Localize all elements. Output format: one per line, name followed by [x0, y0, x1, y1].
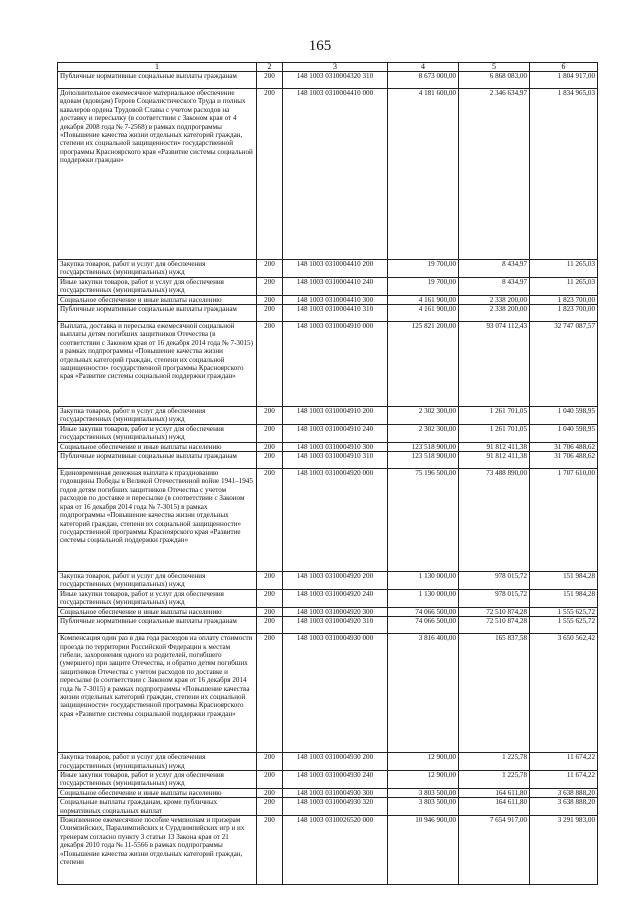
- table-cell-v4: 123 518 900,00: [388, 452, 459, 469]
- table-cell-code: 148 1003 0310004910 000: [283, 322, 388, 407]
- table-cell-v4: 3 816 400,00: [388, 634, 459, 753]
- column-header-row: [58, 63, 598, 72]
- table-cell-name: Публичные нормативные социальные выплаты гражданам: [58, 305, 257, 322]
- table-row: [58, 452, 598, 469]
- table-row: [58, 407, 598, 425]
- table-cell-c2: 200: [257, 89, 283, 260]
- column-header: 6: [530, 63, 598, 72]
- table-row: [58, 295, 598, 304]
- column-header: 1: [58, 63, 257, 72]
- table-cell-v5: 2 346 634,97: [459, 89, 530, 260]
- table-cell-v4: 4 161 900,00: [388, 305, 459, 322]
- table-cell-name: Иные закупки товаров, работ и услуг для обеспечения государственных (муниципальных) нужд: [58, 277, 257, 295]
- table-row: [58, 277, 598, 295]
- table-cell-v5: 978 015,72: [459, 572, 530, 590]
- table-cell-v4: 3 803 500,00: [388, 798, 459, 816]
- table-cell-c2: 200: [257, 815, 283, 884]
- table-cell-name: Пожизненное ежемесячное пособие чемпионам и призерам Олимпийских, Паралимпийских и Сурдлимпийских игр и их тренерам согласно пункту 3 статьи 13 Закона края от 21 декабря 2010 года № 11-5566 в рамках подпрограммы «Повышение качества жизни отдельных категорий граждан, степени: [58, 815, 257, 884]
- table-cell-name: Публичные нормативные социальные выплаты гражданам: [58, 452, 257, 469]
- table-cell-name: Социальное обеспечение и иные выплаты населению: [58, 607, 257, 616]
- table-cell-v6: 3 650 562,42: [530, 634, 598, 753]
- table-cell-v4: 74 066 500,00: [388, 607, 459, 616]
- column-header: 2: [257, 63, 283, 72]
- table-cell-v5: 1 261 701,05: [459, 424, 530, 442]
- table-cell-v6: 1 804 917,00: [530, 72, 598, 89]
- table-cell-v5: 93 074 112,43: [459, 322, 530, 407]
- table-cell-name: Компенсация один раз в два года расходов на оплату стоимости проезда по территории Российской Федерации к местам гибели, захоронения одного из родителей, погибшего (умершего) при защите Отечества, и обратно детям погибших защитников Отечества с учетом расходов по доставке и пересылке (в соответствии с Законом края от 16 декабря 2014 года № 7-3015) в рамках подпрограммы «Повышение качества жизни отдельных категорий граждан, степени их социальной защищенности» государственной программы Красноярского края «Развитие системы социальной поддержки граждан»: [58, 634, 257, 753]
- table-cell-c2: 200: [257, 277, 283, 295]
- table-cell-v4: 19 700,00: [388, 277, 459, 295]
- table-cell-v6: 151 984,28: [530, 572, 598, 590]
- table-cell-c2: 200: [257, 770, 283, 788]
- table-cell-v4: 4 161 900,00: [388, 295, 459, 304]
- table-cell-v5: 1 225,78: [459, 753, 530, 771]
- table-cell-code: 148 1003 0310004930 240: [283, 770, 388, 788]
- table-cell-name: Дополнительное ежемесячное материальное обеспечение вдовам (вдовцам) Героев Социалистического Труда и полных кавалеров ордена Трудовой Славы с учетом расходов на доставку и пересылку (в соответствии с Законом края от 4 декабря 2008 года № 7-2568) в рамках подпрограммы «Повышение качества жизни отдельных категорий граждан, степени их социальной защищенности» государственной программы Красноярского края «Развитие системы социальной поддержки граждан»: [58, 89, 257, 260]
- table-cell-c2: 200: [257, 295, 283, 304]
- table-cell-code: 148 1003 0310004920 300: [283, 607, 388, 616]
- table-cell-v6: 11 674,22: [530, 753, 598, 771]
- table-cell-code: 148 1003 0310004920 000: [283, 469, 388, 572]
- table-cell-v4: 10 946 900,00: [388, 815, 459, 884]
- table-row: [58, 753, 598, 771]
- table-cell-name: Выплата, доставка и пересылка ежемесячной социальной выплаты детям погибших защитников Отечества (в соответствии с Законом края от 16 декабря 2014 года № 7-3015) в рамках подпрограммы «Повышение качества жизни отдельных категорий граждан, степени их социальной защищенности» государственной программы Красноярского края «Развитие системы социальной поддержки граждан»: [58, 322, 257, 407]
- table-cell-c2: 200: [257, 798, 283, 816]
- table-cell-c2: 200: [257, 424, 283, 442]
- table-cell-v4: 4 181 600,00: [388, 89, 459, 260]
- table-cell-v6: 3 638 888,20: [530, 788, 598, 797]
- table-cell-name: Иные закупки товаров, работ и услуг для обеспечения государственных (муниципальных) нужд: [58, 589, 257, 607]
- table-cell-code: 148 1003 0310004910 300: [283, 442, 388, 451]
- table-cell-v6: 151 984,28: [530, 589, 598, 607]
- table-cell-code: 148 1003 0310004930 000: [283, 634, 388, 753]
- table-cell-v5: 978 015,72: [459, 589, 530, 607]
- table-row: [58, 607, 598, 616]
- table-cell-c2: 200: [257, 305, 283, 322]
- table-cell-c2: 200: [257, 634, 283, 753]
- table-cell-v5: 1 225,78: [459, 770, 530, 788]
- table-cell-code: 148 1003 0310004910 240: [283, 424, 388, 442]
- table-row: [58, 89, 598, 260]
- table-cell-name: Закупка товаров, работ и услуг для обеспечения государственных (муниципальных) нужд: [58, 572, 257, 590]
- table-cell-v6: 32 747 087,57: [530, 322, 598, 407]
- table-cell-v4: 123 518 900,00: [388, 442, 459, 451]
- table-cell-c2: 200: [257, 788, 283, 797]
- table-cell-v6: 3 638 888,20: [530, 798, 598, 816]
- table-cell-v6: 11 265,03: [530, 277, 598, 295]
- table-row: [58, 305, 598, 322]
- table-row: [58, 260, 598, 278]
- table-cell-c2: 200: [257, 617, 283, 634]
- table-cell-code: 148 1003 0310004920 240: [283, 589, 388, 607]
- table-cell-v6: 31 706 488,62: [530, 452, 598, 469]
- table-cell-v6: 11 265,03: [530, 260, 598, 278]
- table-cell-name: Публичные нормативные социальные выплаты гражданам: [58, 72, 257, 89]
- table-cell-v5: 8 434,97: [459, 260, 530, 278]
- table-row: [58, 72, 598, 89]
- table-cell-v6: 1 040 598,95: [530, 407, 598, 425]
- table-cell-v4: 12 900,00: [388, 753, 459, 771]
- table-cell-name: Иные закупки товаров, работ и услуг для обеспечения государственных (муниципальных) нужд: [58, 424, 257, 442]
- table-cell-v4: 125 821 200,00: [388, 322, 459, 407]
- table-cell-v5: 91 812 411,38: [459, 442, 530, 451]
- table-cell-v5: 91 812 411,38: [459, 452, 530, 469]
- table-cell-v6: 1 707 610,00: [530, 469, 598, 572]
- table-cell-c2: 200: [257, 572, 283, 590]
- table-cell-v4: 8 673 000,00: [388, 72, 459, 89]
- table-cell-v4: 3 803 500,00: [388, 788, 459, 797]
- table-cell-code: 148 1003 0310004410 300: [283, 295, 388, 304]
- table-cell-code: 148 1003 0310004410 200: [283, 260, 388, 278]
- table-cell-code: 148 1003 0310004920 200: [283, 572, 388, 590]
- column-header: 3: [283, 63, 388, 72]
- table-cell-code: 148 1003 0310004910 200: [283, 407, 388, 425]
- table-cell-v6: 1 555 625,72: [530, 607, 598, 616]
- table-cell-code: 148 1003 0310004930 200: [283, 753, 388, 771]
- table-cell-v6: 1 823 700,00: [530, 295, 598, 304]
- table-cell-name: Закупка товаров, работ и услуг для обеспечения государственных (муниципальных) нужд: [58, 753, 257, 771]
- table-cell-c2: 200: [257, 589, 283, 607]
- table-cell-c2: 200: [257, 753, 283, 771]
- table-row: [58, 322, 598, 407]
- table-cell-name: Иные закупки товаров, работ и услуг для обеспечения государственных (муниципальных) нужд: [58, 770, 257, 788]
- table-cell-c2: 200: [257, 469, 283, 572]
- table-row: [58, 770, 598, 788]
- table-cell-v6: 31 706 488,62: [530, 442, 598, 451]
- table-row: [58, 617, 598, 634]
- table-cell-v5: 2 338 200,00: [459, 305, 530, 322]
- column-header: 5: [459, 63, 530, 72]
- table-cell-v5: 72 510 874,28: [459, 607, 530, 616]
- table-row: [58, 788, 598, 797]
- table-cell-name: Публичные нормативные социальные выплаты гражданам: [58, 617, 257, 634]
- table-cell-v5: 164 611,80: [459, 788, 530, 797]
- table-cell-v5: 73 488 890,00: [459, 469, 530, 572]
- table-cell-name: Закупка товаров, работ и услуг для обеспечения государственных (муниципальных) нужд: [58, 407, 257, 425]
- table-cell-v4: 2 302 300,00: [388, 407, 459, 425]
- table-cell-code: 148 1003 0310004410 240: [283, 277, 388, 295]
- table-cell-c2: 200: [257, 452, 283, 469]
- table-cell-name: Социальное обеспечение и иные выплаты населению: [58, 295, 257, 304]
- table-cell-c2: 200: [257, 407, 283, 425]
- table-cell-name: Социальные выплаты гражданам, кроме публичных нормативных социальных выплат: [58, 798, 257, 816]
- budget-table: [57, 62, 598, 885]
- table-cell-code: 148 1003 0310004910 310: [283, 452, 388, 469]
- table-cell-v4: 1 130 000,00: [388, 589, 459, 607]
- table-cell-v4: 12 900,00: [388, 770, 459, 788]
- table-cell-v6: 1 040 598,95: [530, 424, 598, 442]
- table-cell-name: Социальное обеспечение и иные выплаты населению: [58, 442, 257, 451]
- table-cell-code: 148 1003 0310026520 000: [283, 815, 388, 884]
- table-cell-name: Единовременная денежная выплата к празднованию годовщины Победы в Великой Отечественной войне 1941–1945 годов детям погибших защитников Отечества с учетом расходов по доставке и пересылке (в соответствии с Законом края от 16 декабря 2014 года № 7-3015) в рамках подпрограммы «Повышение качества жизни отдельных категорий граждан, степени их социальной защищенности» государственной программы Красноярского края «Развитие системы социальной поддержки граждан»: [58, 469, 257, 572]
- table-cell-v5: 164 611,80: [459, 798, 530, 816]
- table-row: [58, 572, 598, 590]
- table-row: [58, 442, 598, 451]
- table-cell-v6: 11 674,22: [530, 770, 598, 788]
- table-cell-c2: 200: [257, 442, 283, 451]
- table-row: [58, 589, 598, 607]
- table-row: [58, 815, 598, 884]
- table-row: [58, 424, 598, 442]
- table-row: [58, 469, 598, 572]
- table-cell-v4: 74 066 500,00: [388, 617, 459, 634]
- table-cell-v5: 72 510 874,28: [459, 617, 530, 634]
- table-cell-c2: 200: [257, 260, 283, 278]
- table-row: [58, 634, 598, 753]
- table-cell-name: Социальное обеспечение и иные выплаты населению: [58, 788, 257, 797]
- page-number: 165: [308, 38, 332, 54]
- table-cell-v6: 3 291 983,00: [530, 815, 598, 884]
- table-cell-code: 148 1003 0310004410 310: [283, 305, 388, 322]
- table-cell-v5: 6 868 083,00: [459, 72, 530, 89]
- column-header: 4: [388, 63, 459, 72]
- table-cell-code: 148 1003 0310004930 320: [283, 798, 388, 816]
- table-cell-code: 148 1003 0310004320 310: [283, 72, 388, 89]
- table-cell-name: Закупка товаров, работ и услуг для обеспечения государственных (муниципальных) нужд: [58, 260, 257, 278]
- table-cell-v4: 75 196 500,00: [388, 469, 459, 572]
- table-row: [58, 798, 598, 816]
- table-cell-code: 148 1003 0310004410 000: [283, 89, 388, 260]
- table-cell-v6: 1 823 700,00: [530, 305, 598, 322]
- table-cell-v4: 2 302 300,00: [388, 424, 459, 442]
- table-cell-c2: 200: [257, 607, 283, 616]
- table-cell-v5: 7 654 917,00: [459, 815, 530, 884]
- table-cell-c2: 200: [257, 322, 283, 407]
- table-cell-v5: 1 261 701,05: [459, 407, 530, 425]
- table-cell-v5: 2 338 200,00: [459, 295, 530, 304]
- table-cell-c2: 200: [257, 72, 283, 89]
- table-cell-v6: 1 555 625,72: [530, 617, 598, 634]
- table-cell-v5: 165 837,58: [459, 634, 530, 753]
- table-cell-v4: 19 700,00: [388, 260, 459, 278]
- table-cell-v4: 1 130 000,00: [388, 572, 459, 590]
- table-cell-code: 148 1003 0310004930 300: [283, 788, 388, 797]
- table-cell-v6: 1 834 965,03: [530, 89, 598, 260]
- table-cell-code: 148 1003 0310004920 310: [283, 617, 388, 634]
- table-cell-v5: 8 434,97: [459, 277, 530, 295]
